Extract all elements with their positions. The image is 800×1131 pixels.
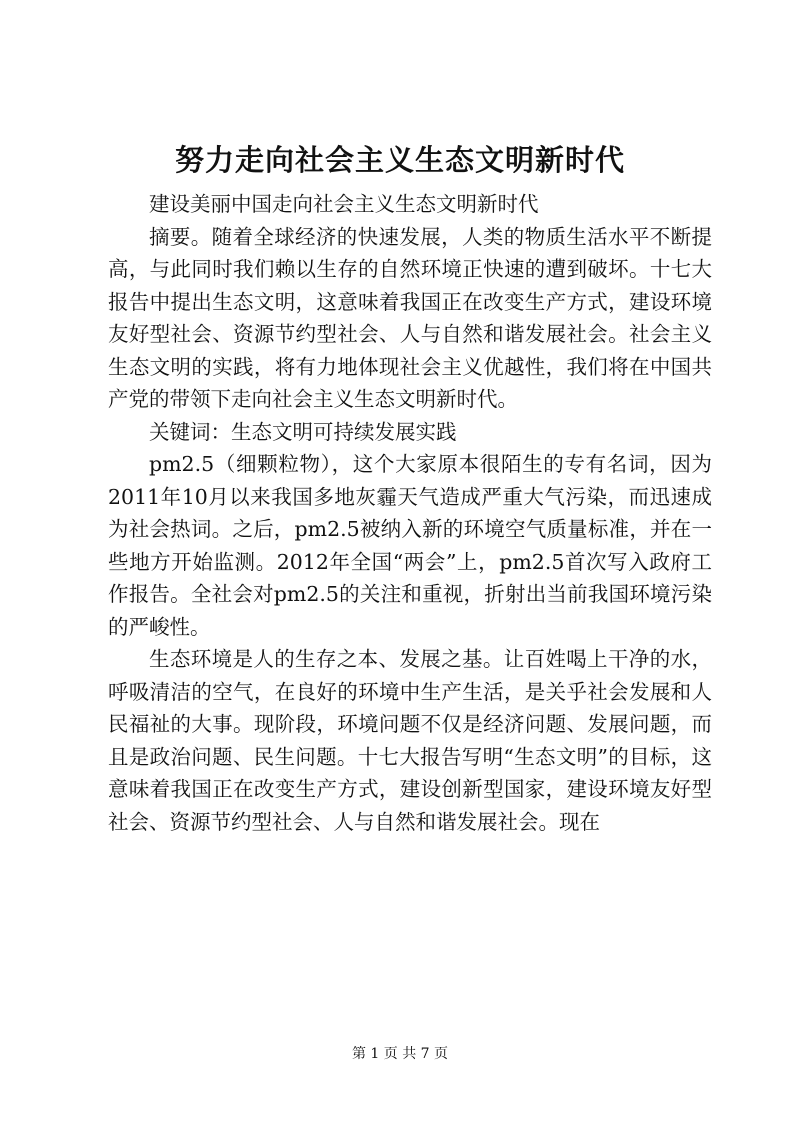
page-number-footer: 第 1 页 共 7 页: [351, 1046, 449, 1062]
body-paragraph: 生态环境是人的生存之本、发展之基。让百姓喝上干净的水，呼吸清洁的空气，在良好的环境中生产生活，是关乎社会发展和人民福祉的大事。现阶段，环境问题不仅是经济问题、发展问题，而且是政治问题、民生问题。十七大报告写明“生态文明”的目标，这意味着我国正在改变生产方式，建设创新型国家，建设环境友好型社会、资源节约型社会、人与自然和谐发展社会。现在: [108, 647, 712, 834]
abstract-paragraph: 摘要。随着全球经济的快速发展，人类的物质生活水平不断提高，与此同时我们赖以生存的自然环境正快速的遭到破坏。十七大报告中提出生态文明，这意味着我国正在改变生产方式，建设环境友好型社会、资源节约型社会、人与自然和谐发展社会。社会主义生态文明的实践，将有力地体现社会主义优越性，我们将在中国共产党的带领下走向社会主义生态文明新时代。: [108, 224, 712, 411]
subtitle-paragraph: 建设美丽中国走向社会主义生态文明新时代: [149, 192, 539, 216]
body-paragraph: pm2.5（细颗粒物），这个大家原本很陌生的专有名词，因为2011年10月以来我国多地灰霾天气造成严重大气污染，而迅速成为社会热词。之后，pm2.5被纳入新的环境空气质量标准，并在一些地方开始监测。2012年全国“两会”上，pm2.5首次写入政府工作报告。全社会对pm2.5的关注和重视，折射出当前我国环境污染的严峻性。: [108, 452, 712, 639]
keywords-paragraph: 关键词：生态文明可持续发展实践: [149, 419, 457, 444]
document-title: 努力走向社会主义生态文明新时代: [174, 143, 625, 177]
document-body: [108, 188, 712, 838]
